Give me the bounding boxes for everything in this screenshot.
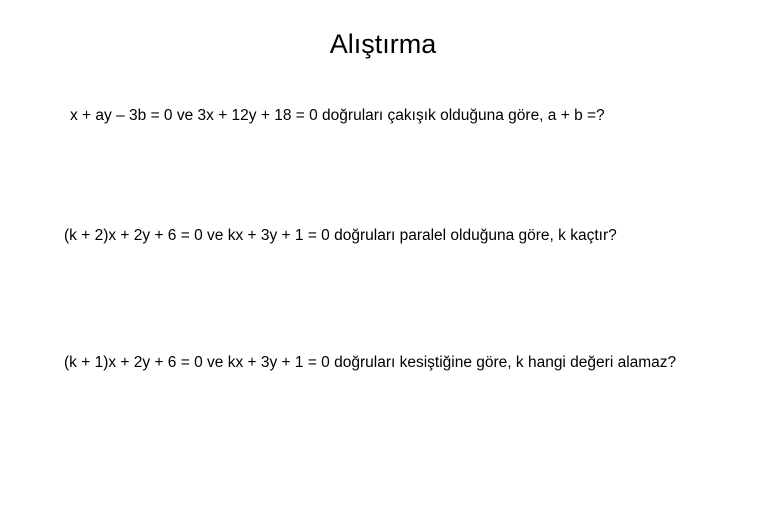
slide-title: Alıştırma	[329, 29, 437, 59]
exercise-1: x + ay – 3b = 0 ve 3x + 12y + 18 = 0 doğruları çakışık olduğuna göre, a + b =?	[70, 107, 605, 124]
exercise-3: (k + 1)x + 2y + 6 = 0 ve kx + 3y + 1 = 0 doğruları kesiştiğine göre, k hangi değeri alamaz?	[64, 354, 677, 371]
exercise-2: (k + 2)x + 2y + 6 = 0 ve kx + 3y + 1 = 0 doğruları paralel olduğuna göre, k kaçtır?	[64, 227, 617, 244]
